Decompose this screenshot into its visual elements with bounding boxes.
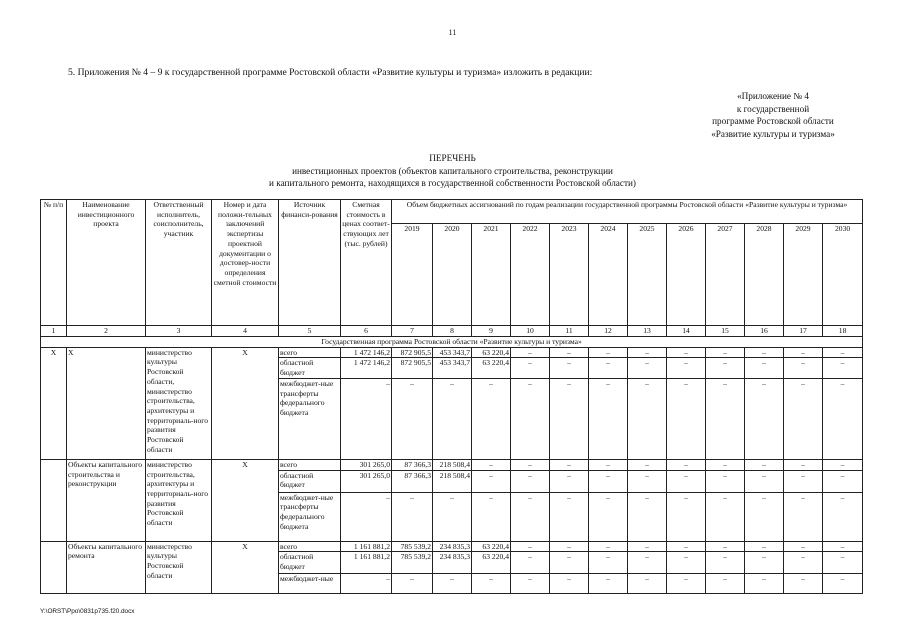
allocation-value: –	[784, 541, 823, 552]
allocation-value: 87 366,3	[392, 470, 433, 492]
allocation-value: –	[784, 347, 823, 358]
column-number: 5	[279, 326, 341, 337]
allocation-value: –	[392, 492, 433, 541]
column-number: 3	[146, 326, 212, 337]
column-number: 7	[392, 326, 433, 337]
header-num: № п/п	[41, 200, 67, 326]
allocation-value: –	[511, 358, 550, 378]
year-header: 2029	[784, 224, 823, 326]
allocation-value: –	[589, 552, 628, 574]
year-header: 2026	[667, 224, 706, 326]
allocation-value: –	[745, 459, 784, 470]
funding-source: всего	[279, 347, 341, 358]
allocation-value: –	[589, 541, 628, 552]
column-number: 13	[628, 326, 667, 337]
allocation-value: –	[823, 574, 863, 594]
allocation-value: –	[628, 459, 667, 470]
project-name: Х	[67, 347, 146, 459]
responsible-executor: министерство строительства, архитектуры и территориаль-ного развития Ростовской области	[146, 459, 212, 541]
estimated-cost: 1 472 146,2	[341, 358, 392, 378]
group-num	[41, 459, 67, 541]
allocation-value: –	[589, 358, 628, 378]
allocation-value: –	[823, 470, 863, 492]
title-line: и капитального ремонта, находящихся в государственной собственности Ростовской области)	[269, 178, 636, 188]
estimated-cost: 301 265,0	[341, 470, 392, 492]
allocation-value: –	[628, 358, 667, 378]
allocation-value: 453 343,7	[433, 347, 472, 358]
allocation-value: –	[550, 541, 589, 552]
allocation-value: –	[706, 574, 745, 594]
group-num: Х	[41, 347, 67, 459]
allocation-value: –	[667, 541, 706, 552]
expertise-ref: Х	[212, 459, 279, 541]
allocation-value: –	[628, 470, 667, 492]
allocation-value: –	[667, 552, 706, 574]
column-number: 2	[67, 326, 146, 337]
allocation-value: –	[784, 552, 823, 574]
allocation-value: –	[589, 470, 628, 492]
funding-source: всего	[279, 541, 341, 552]
appendix-line: программе Ростовской области	[712, 116, 834, 126]
allocation-value: –	[511, 541, 550, 552]
allocation-value: –	[511, 552, 550, 574]
allocation-value: –	[706, 459, 745, 470]
allocation-value: –	[392, 574, 433, 594]
funding-source: межбюджет-ные трансферты федерального бюджета	[279, 378, 341, 459]
column-number: 10	[511, 326, 550, 337]
column-number: 16	[745, 326, 784, 337]
title-line: инвестиционных проектов (объектов капитального строительства, реконструкции	[292, 165, 613, 176]
allocation-value: –	[628, 492, 667, 541]
allocation-value: 872 905,5	[392, 347, 433, 358]
responsible-executor: министерство культуры Ростовской области, министерство строительства, архитектуры и территориаль-ного развития Ростовской области	[146, 347, 212, 459]
appendix-line: «Развитие культуры и туризма»	[711, 128, 835, 139]
allocation-value: –	[472, 470, 511, 492]
column-number: 9	[472, 326, 511, 337]
project-name: Объекты капитального ремонта	[67, 541, 146, 594]
allocation-value: –	[511, 378, 550, 459]
column-number: 12	[589, 326, 628, 337]
file-path: Y:\ORST\Ppo\0831p735.f20.docx	[40, 608, 135, 615]
allocation-value: –	[667, 347, 706, 358]
allocation-value: –	[472, 574, 511, 594]
allocation-value: –	[784, 574, 823, 594]
allocation-value: 218 508,4	[433, 470, 472, 492]
allocation-value: 234 835,3	[433, 541, 472, 552]
estimated-cost: 301 265,0	[341, 459, 392, 470]
allocation-value: –	[589, 492, 628, 541]
allocation-value: –	[550, 347, 589, 358]
allocation-value: –	[667, 492, 706, 541]
allocation-value: –	[823, 358, 863, 378]
allocation-value: –	[550, 492, 589, 541]
table-row	[41, 459, 863, 470]
year-header: 2030	[823, 224, 863, 326]
allocation-value: 63 220,4	[472, 347, 511, 358]
allocation-value: 785 539,2	[392, 541, 433, 552]
header-cost: Сметная стоимость в ценах соответ-ствующих лет (тыс. рублей)	[341, 200, 392, 326]
year-header: 2027	[706, 224, 745, 326]
expertise-ref: Х	[212, 347, 279, 459]
year-header: 2021	[472, 224, 511, 326]
allocation-value: –	[784, 459, 823, 470]
allocation-value: –	[784, 470, 823, 492]
allocation-value: –	[823, 552, 863, 574]
estimated-cost: –	[341, 378, 392, 459]
column-number: 6	[341, 326, 392, 337]
allocation-value: –	[706, 470, 745, 492]
allocation-value: –	[784, 378, 823, 459]
year-header: 2023	[550, 224, 589, 326]
allocation-value: 872 905,5	[392, 358, 433, 378]
allocation-value: –	[745, 470, 784, 492]
column-number: 1	[41, 326, 67, 337]
allocation-value: –	[823, 492, 863, 541]
allocation-value: –	[550, 552, 589, 574]
allocation-value: 218 508,4	[433, 459, 472, 470]
allocation-value: –	[511, 347, 550, 358]
allocation-value: –	[433, 492, 472, 541]
allocation-value: –	[667, 574, 706, 594]
allocation-value: –	[745, 378, 784, 459]
estimated-cost: 1 472 146,2	[341, 347, 392, 358]
allocation-value: –	[823, 378, 863, 459]
column-number: 8	[433, 326, 472, 337]
estimated-cost: –	[341, 574, 392, 594]
appendix-line: к государственной	[736, 103, 810, 114]
year-header: 2020	[433, 224, 472, 326]
allocation-value: 785 539,2	[392, 552, 433, 574]
allocation-value: –	[589, 378, 628, 459]
program-row: Государственная программа Ростовской области «Развитие культуры и туризма»	[41, 337, 863, 348]
title-line: ПЕРЕЧЕНЬ	[429, 153, 476, 163]
allocation-value: –	[745, 541, 784, 552]
header-expertise: Номер и дата положи-тельных заключений экспертизы проектной документации о достовер-ности определения сметной стоимости	[212, 200, 279, 326]
header-responsible: Ответственный исполнитель, соисполнитель, участник	[146, 200, 212, 326]
appendix-line: «Приложение № 4	[737, 91, 809, 101]
project-name: Объекты капитального строительства и реконструкции	[67, 459, 146, 541]
allocation-value: 63 220,4	[472, 552, 511, 574]
allocation-value: –	[784, 492, 823, 541]
column-number: 11	[550, 326, 589, 337]
allocation-value: –	[823, 347, 863, 358]
allocation-value: –	[667, 459, 706, 470]
year-header: 2024	[589, 224, 628, 326]
investment-projects-table	[40, 199, 863, 594]
allocation-value: –	[511, 492, 550, 541]
allocation-value: –	[628, 552, 667, 574]
allocation-value: –	[433, 574, 472, 594]
allocation-value: 63 220,4	[472, 541, 511, 552]
allocation-value: –	[472, 378, 511, 459]
year-header: 2025	[628, 224, 667, 326]
funding-source: межбюджет-ные трансферты федерального бюджета	[279, 492, 341, 541]
estimated-cost: 1 161 881,2	[341, 552, 392, 574]
allocation-value: –	[511, 470, 550, 492]
funding-source: областной бюджет	[279, 470, 341, 492]
allocation-value: –	[628, 378, 667, 459]
allocation-value: –	[706, 552, 745, 574]
allocation-value: –	[745, 574, 784, 594]
funding-source: межбюджет-ные	[279, 574, 341, 594]
year-header: 2022	[511, 224, 550, 326]
table-row	[41, 347, 863, 358]
table-row	[41, 541, 863, 552]
allocation-value: –	[745, 358, 784, 378]
allocation-value: –	[667, 358, 706, 378]
allocation-value: 63 220,4	[472, 358, 511, 378]
column-number: 15	[706, 326, 745, 337]
allocation-value: –	[706, 347, 745, 358]
allocation-value: –	[628, 541, 667, 552]
allocation-value: –	[511, 574, 550, 594]
estimated-cost: –	[341, 492, 392, 541]
allocation-value: –	[511, 459, 550, 470]
column-number: 17	[784, 326, 823, 337]
expertise-ref: Х	[212, 541, 279, 594]
header-name: Наименование инвестиционного проекта	[67, 200, 146, 326]
appendix-heading	[698, 90, 848, 140]
funding-source: всего	[279, 459, 341, 470]
allocation-value: –	[745, 347, 784, 358]
column-number: 4	[212, 326, 279, 337]
year-header: 2028	[745, 224, 784, 326]
allocation-value: –	[589, 347, 628, 358]
allocation-value: –	[550, 574, 589, 594]
allocation-value: –	[392, 378, 433, 459]
allocation-value: –	[745, 492, 784, 541]
allocation-value: –	[667, 470, 706, 492]
funding-source: областной бюджет	[279, 358, 341, 378]
column-number: 18	[823, 326, 863, 337]
allocation-value: –	[823, 541, 863, 552]
allocation-value: –	[784, 358, 823, 378]
intro-paragraph: 5. Приложения № 4 – 9 к государственной программе Ростовской области «Развитие культуры и туризма» изложить в редакции:	[68, 67, 593, 78]
allocation-value: –	[550, 470, 589, 492]
allocation-value: –	[628, 574, 667, 594]
allocation-value: 453 343,7	[433, 358, 472, 378]
allocation-value: –	[589, 459, 628, 470]
allocation-value: –	[589, 574, 628, 594]
allocation-value: –	[706, 358, 745, 378]
column-number: 14	[667, 326, 706, 337]
allocation-value: 234 835,3	[433, 552, 472, 574]
year-header: 2019	[392, 224, 433, 326]
allocation-value: –	[706, 378, 745, 459]
funding-source: областной бюджет	[279, 552, 341, 574]
responsible-executor: министерство культуры Ростовской области	[146, 541, 212, 594]
allocation-value: –	[628, 347, 667, 358]
allocation-value: –	[823, 459, 863, 470]
estimated-cost: 1 161 881,2	[341, 541, 392, 552]
allocation-value: –	[706, 492, 745, 541]
header-allocations: Объем бюджетных ассигнований по годам реализации государственной программы Ростовской области «Развитие культуры и туризма»	[392, 200, 863, 224]
page-number: 11	[448, 28, 457, 37]
allocation-value: –	[667, 378, 706, 459]
allocation-value: –	[472, 492, 511, 541]
allocation-value: 87 366,3	[392, 459, 433, 470]
document-title	[0, 152, 905, 190]
allocation-value: –	[433, 378, 472, 459]
allocation-value: –	[472, 459, 511, 470]
allocation-value: –	[550, 358, 589, 378]
group-num	[41, 541, 67, 594]
allocation-value: –	[706, 541, 745, 552]
allocation-value: –	[550, 459, 589, 470]
allocation-value: –	[550, 378, 589, 459]
header-source: Источник финанси-рования	[279, 200, 341, 326]
allocation-value: –	[745, 552, 784, 574]
